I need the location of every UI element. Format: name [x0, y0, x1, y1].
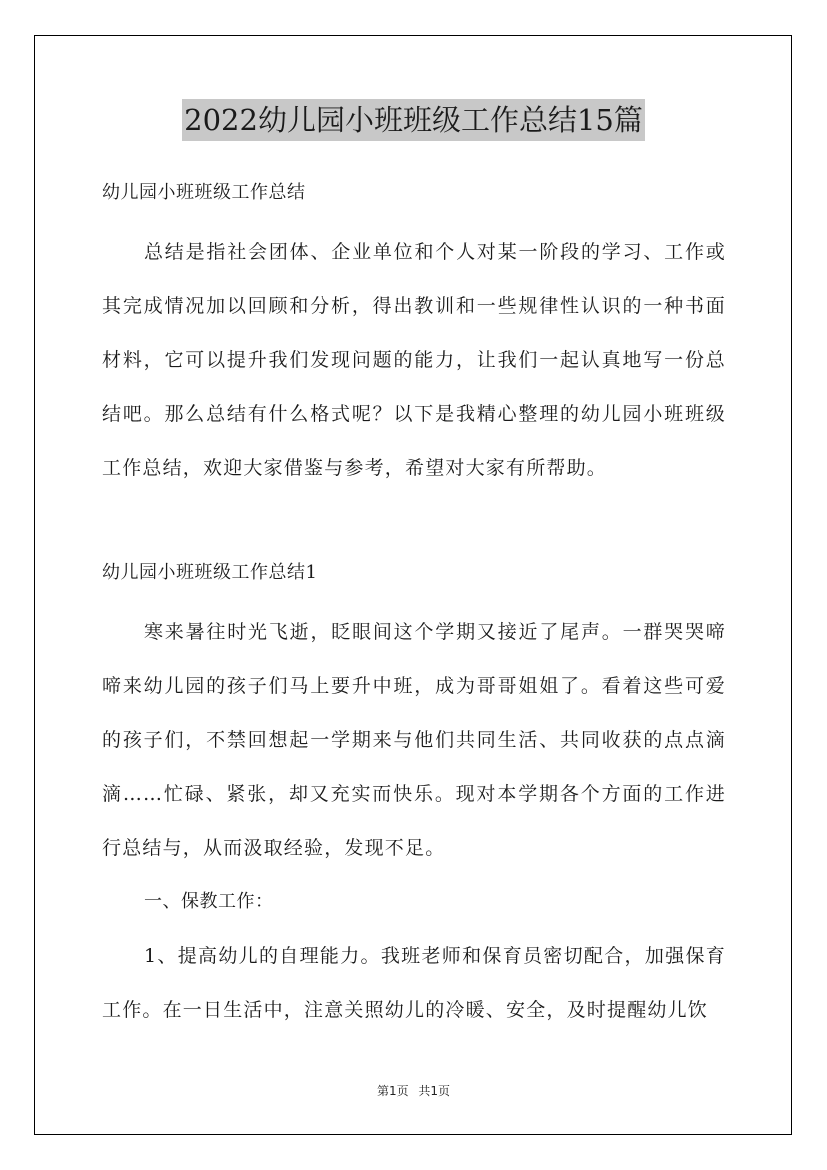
title-container [0, 99, 827, 141]
intro-paragraph: 总结是指社会团体、企业单位和个人对某一阶段的学习、工作或其完成情况加以回顾和分析，得出教训和一些规律性认识的一种书面材料，它可以提升我们发现问题的能力，让我们一起认真地写一份总结吧。那么总结有什么格式呢？以下是我精心整理的幼儿园小班班级工作总结，欢迎大家借鉴与参考，希望对大家有所帮助。 [102, 241, 726, 479]
spacer [102, 211, 726, 225]
document-title: 2022幼儿园小班班级工作总结15篇 [182, 99, 645, 141]
section-subheading: 一、保教工作： [144, 891, 274, 912]
spacer [102, 495, 726, 555]
section-heading: 幼儿园小班班级工作总结1 [102, 562, 318, 583]
page-number: 第1页 [376, 1084, 409, 1098]
document-body [102, 175, 726, 1037]
section-item-1: 1、提高幼儿的自理能力。我班老师和保育员密切配合，加强保育工作。在一日生活中，注意关照幼儿的冷暖、安全，及时提醒幼儿饮 [102, 945, 726, 1021]
section-paragraph: 寒来暑往时光飞逝，眨眼间这个学期又接近了尾声。一群哭哭啼啼来幼儿园的孩子们马上要升中班，成为哥哥姐姐了。看着这些可爱的孩子们，不禁回想起一学期来与他们共同生活、共同收获的点点滴滴……忙碌、紧张，却又充实而快乐。现对本学期各个方面的工作进行总结与，从而汲取经验，发现不足。 [102, 621, 726, 859]
total-pages: 共1页 [418, 1084, 451, 1098]
page-footer [0, 1082, 827, 1099]
intro-heading: 幼儿园小班班级工作总结 [102, 182, 306, 203]
spacer [102, 591, 726, 605]
